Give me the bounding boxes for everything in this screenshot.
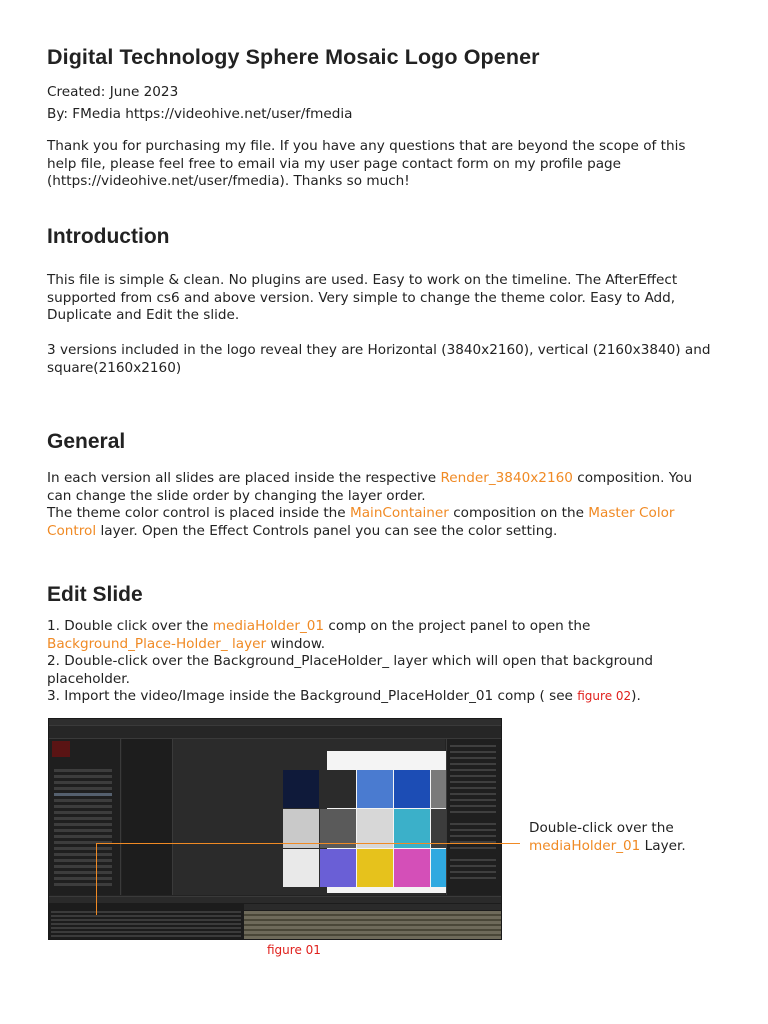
property-row — [450, 787, 496, 789]
callout-line-vertical — [96, 843, 97, 915]
document-title: Digital Technology Sphere Mosaic Logo Opener — [47, 45, 540, 69]
property-row — [450, 877, 496, 879]
general-text-4: composition on the — [448, 505, 589, 521]
timeline-layer-bars — [244, 911, 501, 940]
mosaic-tile — [320, 770, 356, 808]
project-row-selected — [54, 793, 112, 796]
created-line: Created: June 2023 — [47, 84, 179, 100]
mosaic-tile — [283, 809, 319, 847]
project-row — [54, 865, 112, 868]
timeline-layer-row — [51, 931, 241, 933]
project-row — [54, 859, 112, 862]
property-row — [450, 775, 496, 777]
project-row — [54, 853, 112, 856]
mosaic-tile — [283, 770, 319, 808]
app-menubar — [49, 719, 501, 726]
project-row — [54, 775, 112, 778]
introduction-paragraph-1: This file is simple & clean. No plugins are used. Easy to work on the timeline. The AfterEffect supported from cs6 and above version. Very simple to change the theme color. Easy to Add, Duplicate and Edit the slide. — [47, 272, 678, 323]
property-row — [450, 835, 496, 837]
project-row — [54, 787, 112, 790]
master-color-control-name: Master Color Control — [47, 505, 675, 539]
step3-text-2: ). — [631, 688, 641, 704]
property-row — [450, 745, 496, 747]
general-heading: General — [47, 430, 126, 453]
project-row — [54, 835, 112, 838]
property-row — [450, 859, 496, 861]
property-row — [450, 823, 496, 825]
project-row — [54, 847, 112, 850]
edit-step-2: 2. Double-click over the Background_PlaceHolder_ layer which will open that background placeholder. — [47, 653, 654, 687]
introduction-paragraph-2: 3 versions included in the logo reveal they are Horizontal (3840x2160), vertical (2160x3840) and square(2160x2160) — [47, 342, 711, 376]
property-row — [450, 865, 496, 867]
project-row — [54, 811, 112, 814]
author-line: By: FMedia https://videohive.net/user/fmedia — [47, 106, 353, 122]
property-row — [450, 799, 496, 801]
timeline-layer-row — [51, 915, 241, 917]
project-row — [54, 883, 112, 886]
project-row — [54, 781, 112, 784]
render-comp-name: Render_3840x2160 — [440, 470, 573, 486]
callout-layer-text: Layer. — [640, 837, 686, 854]
general-text-2: composition. You can change the slide order by changing the layer order. — [47, 470, 693, 504]
mosaic-tile — [320, 849, 356, 887]
mosaic-tile — [320, 809, 356, 847]
edit-slide-heading: Edit Slide — [47, 583, 143, 606]
mosaic-tile — [394, 770, 430, 808]
project-row — [54, 829, 112, 832]
thank-you-paragraph: Thank you for purchasing my file. If you have any questions that are beyond the scope of this help file, please feel free to email via my user page contact form on my profile page (https://videohive.net/user/fmedia). Thanks so much! — [47, 138, 686, 189]
project-row — [54, 823, 112, 826]
timeline-tabs — [49, 897, 501, 903]
timeline-ruler — [244, 904, 501, 910]
project-panel — [50, 739, 121, 895]
timeline-layer-row — [51, 935, 241, 937]
project-row — [54, 805, 112, 808]
timeline-layer-row — [51, 911, 241, 913]
project-row — [54, 817, 112, 820]
property-row — [450, 829, 496, 831]
property-row — [450, 757, 496, 759]
property-row — [450, 805, 496, 807]
figure-caption: figure 01 — [267, 943, 321, 957]
mosaic-tile — [357, 849, 393, 887]
property-row — [450, 781, 496, 783]
mosaic-tile — [357, 770, 393, 808]
project-row — [54, 769, 112, 772]
composition-viewer — [173, 739, 445, 895]
callout-media-holder: mediaHolder_01 — [529, 837, 641, 854]
main-container-name: MainContainer — [349, 505, 449, 521]
step1-text-1: 1. Double click over the — [47, 618, 213, 634]
callout-text — [529, 820, 686, 855]
media-holder-name: mediaHolder_01 — [212, 618, 325, 634]
background-placeholder-name: Background_Place-Holder_ layer — [47, 635, 267, 652]
edit-step-3 — [47, 688, 719, 706]
property-row — [450, 763, 496, 765]
timeline-layer-row — [51, 919, 241, 921]
general-paragraph — [47, 470, 719, 540]
step1-text-3: window. — [266, 635, 326, 652]
effect-controls-panel — [122, 739, 173, 895]
mosaic-tile — [394, 849, 430, 887]
timeline-panel — [49, 896, 501, 940]
timeline-layer-row — [51, 927, 241, 929]
mosaic-tile — [357, 809, 393, 847]
step1-text-2: comp on the project panel to open the — [324, 618, 591, 634]
property-row — [450, 811, 496, 813]
property-row — [450, 793, 496, 795]
properties-panel — [446, 739, 502, 895]
callout-line-horizontal — [96, 843, 520, 844]
project-thumbnail — [52, 741, 70, 757]
property-row — [450, 769, 496, 771]
general-text-1: In each version all slides are placed inside the respective — [47, 470, 441, 486]
mosaic-tile — [394, 809, 430, 847]
step3-text-1: 3. Import the video/Image inside the Background_PlaceHolder_01 comp ( see — [47, 688, 578, 704]
mosaic-tile — [283, 849, 319, 887]
project-row — [54, 799, 112, 802]
app-toolbar — [49, 726, 501, 739]
general-text-5: layer. Open the Effect Controls panel you can see the color setting. — [96, 522, 558, 539]
after-effects-screenshot — [48, 718, 502, 940]
project-row — [54, 871, 112, 874]
edit-step-1 — [47, 618, 719, 653]
introduction-heading: Introduction — [47, 225, 170, 248]
property-row — [450, 751, 496, 753]
property-row — [450, 847, 496, 849]
general-text-3: The theme color control is placed inside the — [47, 505, 350, 521]
callout-line-1: Double-click over the — [529, 820, 674, 836]
timeline-layer-row — [51, 923, 241, 925]
project-row — [54, 877, 112, 880]
figure-02-reference: figure 02 — [577, 689, 632, 703]
property-row — [450, 871, 496, 873]
